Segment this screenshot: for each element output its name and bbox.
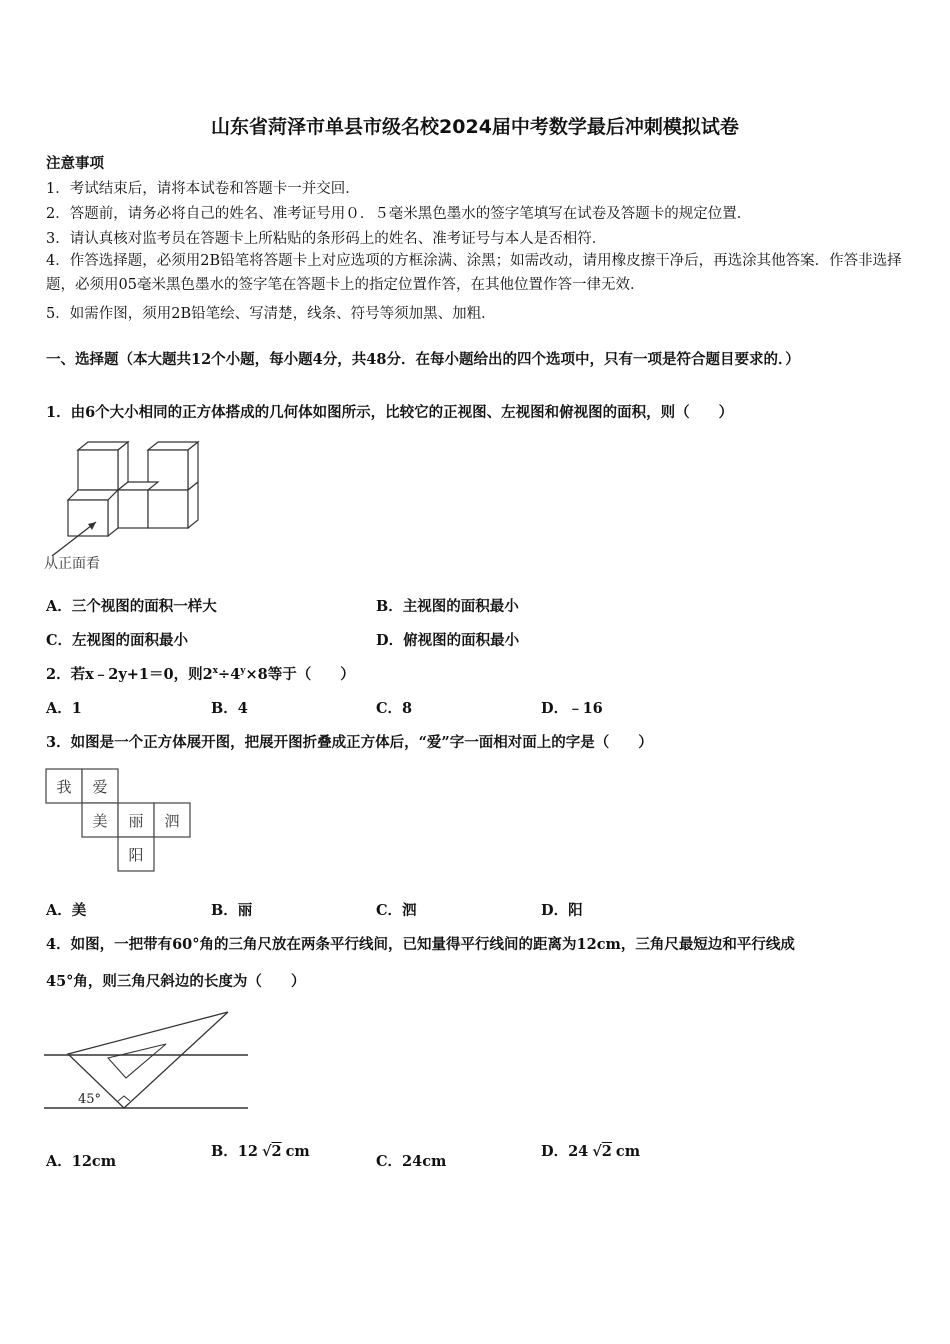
option-b: B．4 bbox=[211, 700, 248, 717]
option-c: C．泗 bbox=[376, 902, 417, 919]
net-cell: 丽 bbox=[128, 812, 144, 830]
notice-item: 3．请认真核对监考员在答题卡上所粘贴的条形码上的姓名、准考证号与本人是否相符． bbox=[46, 231, 607, 247]
angle-label: 45° bbox=[78, 1092, 102, 1107]
net-cell: 泗 bbox=[164, 812, 180, 830]
option-b: B．主视图的面积最小 bbox=[376, 598, 519, 615]
option-a: A．美 bbox=[46, 902, 87, 919]
option-a: A．三个视图的面积一样大 bbox=[46, 598, 217, 615]
notice-item: 1．考试结束后，请将本试卷和答题卡一并交回． bbox=[46, 181, 360, 197]
option-a: A．12cm bbox=[46, 1153, 117, 1170]
section-heading: 一、选择题（本大题共12个小题，每小题4分，共48分．在每小题给出的四个选项中，只有一项是符合题目要求的．） bbox=[46, 351, 800, 368]
cube-net-figure bbox=[44, 767, 194, 879]
option-a: A．1 bbox=[46, 700, 82, 717]
question-4-stem-line2: 45°角，则三角尺斜边的长度为（ ） bbox=[46, 973, 306, 990]
option-d: D．俯视图的面积最小 bbox=[376, 632, 520, 649]
notice-heading: 注意事项 bbox=[46, 155, 104, 172]
option-c: C．8 bbox=[376, 700, 413, 717]
option-d: D．﹣16 bbox=[541, 700, 603, 717]
sqrt-symbol: √2 bbox=[592, 1143, 612, 1160]
net-cell: 阳 bbox=[128, 846, 144, 864]
figure-caption: 从正面看 bbox=[44, 556, 100, 572]
question-1-stem: 1．由6个大小相同的正方体搭成的几何体如图所示，比较它的正视图、左视图和俯视图的面积，则（ ） bbox=[46, 404, 734, 421]
question-4-stem-line1: 4．如图，一把带有60°角的三角尺放在两条平行线间，已知量得平行线间的距离为12cm，三角尺最短边和平行线成 bbox=[46, 936, 795, 953]
option-b: B．12 √2 cm bbox=[211, 1143, 310, 1160]
notice-item: 5．如需作图，须用2B铅笔绘、写清楚，线条、符号等须加黑、加粗． bbox=[46, 306, 496, 322]
option-b: B．丽 bbox=[211, 902, 253, 919]
net-cell: 爱 bbox=[92, 778, 108, 796]
sqrt-symbol: √2 bbox=[261, 1143, 282, 1160]
net-cell: 我 bbox=[56, 778, 72, 796]
option-c: C．24cm bbox=[376, 1153, 447, 1170]
option-c: C．左视图的面积最小 bbox=[46, 632, 189, 649]
net-cell: 美 bbox=[92, 812, 108, 830]
triangle-ruler-figure bbox=[44, 1008, 250, 1114]
option-d: D．24 √2 cm bbox=[541, 1143, 641, 1160]
notice-item: 2．答题前，请务必将自己的姓名、准考证号用０．５毫米黑色墨水的签字笔填写在试卷及答题卡的规定位置． bbox=[46, 206, 752, 222]
cubes-figure bbox=[44, 440, 204, 575]
notice-item: 4．作答选择题，必须用2B铅笔将答题卡上对应选项的方框涂满、涂黑；如需改动，请用橡皮擦干净后，再选涂其他答案．作答非选择题，必须用05毫米黑色墨水的签字笔在答题卡上的指定位置作答，在其他位置作答一律无效． bbox=[46, 253, 902, 293]
page-title: 山东省菏泽市单县市级名校2024届中考数学最后冲刺模拟试卷 bbox=[211, 116, 739, 138]
question-2-stem: 2．若x﹣2y+1＝0，则$2^x\div 4^y\times 8$等于（ ） bbox=[46, 666, 355, 683]
question-3-stem: 3．如图是一个正方体展开图，把展开图折叠成正方体后，“爱”字一面相对面上的字是（ ） bbox=[46, 734, 653, 751]
option-d: D．阳 bbox=[541, 902, 583, 919]
